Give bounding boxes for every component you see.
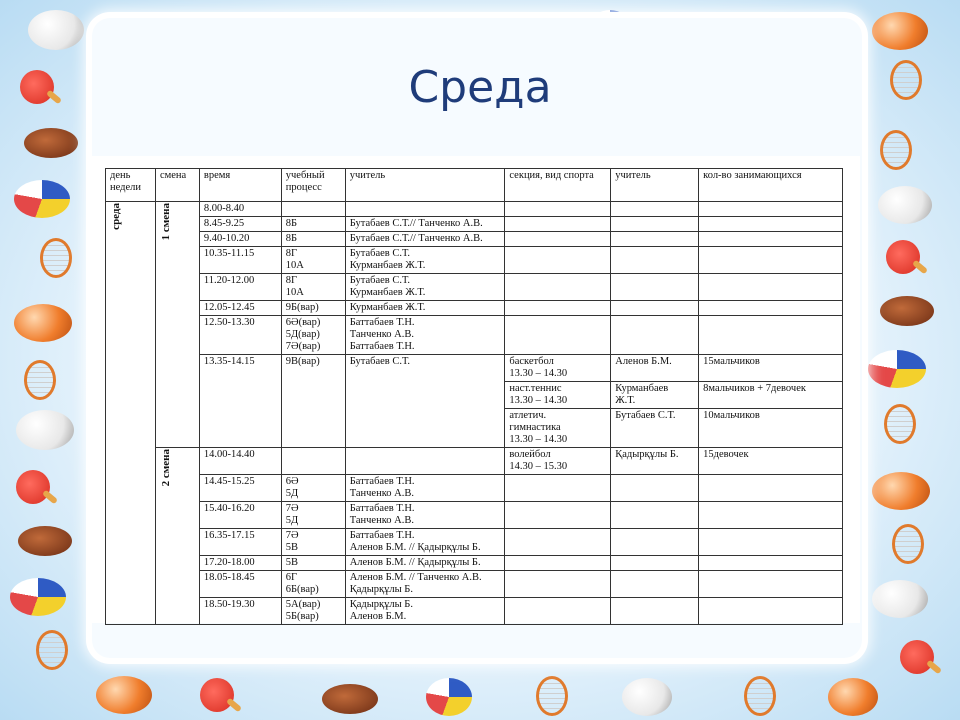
header-teacher2: учитель bbox=[611, 169, 699, 202]
teacher2-cell bbox=[611, 217, 699, 232]
teacher-cell-line: Аленов Б.М. // Қадырқұлы Б. bbox=[349, 557, 481, 568]
table-row bbox=[106, 247, 843, 274]
time-cell: 10.35-11.15 bbox=[199, 247, 281, 274]
time-cell: 12.50-13.30 bbox=[199, 316, 281, 355]
teacher2-cell bbox=[611, 571, 699, 598]
process-cell-line: 5А(вар) bbox=[285, 599, 321, 610]
process-cell-line: 5В bbox=[285, 557, 299, 568]
volleyball-icon bbox=[426, 678, 472, 716]
teacher2-cell bbox=[611, 475, 699, 502]
day-cell bbox=[106, 202, 156, 625]
teacher-cell-line: Баттабаев Т.Н. bbox=[349, 341, 415, 352]
count-cell bbox=[699, 448, 843, 475]
process-cell-line: 7Ә bbox=[285, 503, 299, 514]
process-cell-line: 10А bbox=[285, 287, 304, 298]
badminton-racket-icon bbox=[36, 630, 68, 670]
teacher-cell-line: Танченко А.В. bbox=[349, 488, 414, 499]
process-cell bbox=[281, 529, 345, 556]
table-row bbox=[106, 502, 843, 529]
process-cell-line: 5В bbox=[285, 542, 299, 553]
process-cell bbox=[281, 274, 345, 301]
count-cell bbox=[699, 409, 843, 448]
table-row bbox=[106, 202, 843, 217]
pingpong-paddle-icon bbox=[16, 470, 50, 504]
teacher2-cell bbox=[611, 316, 699, 355]
count-cell bbox=[699, 217, 843, 232]
process-cell-line: 7Ә bbox=[285, 530, 299, 541]
section-cell-line: 13.30 – 14.30 bbox=[509, 434, 568, 445]
section-cell-line: гимнастика bbox=[509, 422, 561, 433]
process-cell bbox=[281, 598, 345, 625]
table-row bbox=[106, 355, 843, 382]
teacher2-cell bbox=[611, 382, 699, 409]
section-cell-line: 13.30 – 14.30 bbox=[509, 368, 568, 379]
teacher-cell-line: Курманбаев Ж.Т. bbox=[349, 287, 426, 298]
count-cell bbox=[699, 232, 843, 247]
table-row bbox=[106, 301, 843, 316]
teacher2-cell bbox=[611, 247, 699, 274]
section-cell bbox=[505, 274, 611, 301]
process-cell bbox=[281, 448, 345, 475]
section-cell bbox=[505, 571, 611, 598]
table-row bbox=[106, 571, 843, 598]
soccer-ball-icon bbox=[16, 410, 74, 450]
process-cell bbox=[281, 475, 345, 502]
process-cell-line: 10А bbox=[285, 260, 304, 271]
count-cell bbox=[699, 571, 843, 598]
teacher2-cell bbox=[611, 301, 699, 316]
table-row bbox=[106, 598, 843, 625]
soccer-ball-icon bbox=[28, 10, 84, 50]
teacher-cell bbox=[345, 232, 505, 247]
time-cell: 18.50-19.30 bbox=[199, 598, 281, 625]
football-icon bbox=[880, 296, 934, 326]
soccer-ball-icon bbox=[622, 678, 672, 716]
section-cell-line: баскетбол bbox=[509, 356, 554, 367]
time-cell: 14.00-14.40 bbox=[199, 448, 281, 475]
teacher2-cell-line: Ж.Т. bbox=[615, 395, 636, 406]
process-cell bbox=[281, 301, 345, 316]
teacher2-cell bbox=[611, 598, 699, 625]
teacher-cell-line: Курманбаев Ж.Т. bbox=[349, 260, 426, 271]
count-cell bbox=[699, 316, 843, 355]
teacher2-cell bbox=[611, 409, 699, 448]
pingpong-paddle-icon bbox=[900, 640, 934, 674]
header-section: секция, вид спорта bbox=[505, 169, 611, 202]
table-row bbox=[106, 232, 843, 247]
process-cell bbox=[281, 247, 345, 274]
process-cell-line: 6Ә(вар) bbox=[285, 317, 321, 328]
time-cell: 16.35-17.15 bbox=[199, 529, 281, 556]
section-cell bbox=[505, 301, 611, 316]
basketball-icon bbox=[872, 12, 928, 50]
basketball-icon bbox=[872, 472, 930, 510]
table-row bbox=[106, 556, 843, 571]
section-cell bbox=[505, 502, 611, 529]
count-cell bbox=[699, 475, 843, 502]
teacher-cell-line: Баттабаев Т.Н. bbox=[349, 317, 415, 328]
teacher-cell-line: Аленов Б.М. // Қадырқұлы Б. bbox=[349, 542, 481, 553]
teacher-cell bbox=[345, 301, 505, 316]
process-cell-line: 6Ә bbox=[285, 476, 299, 487]
process-cell-line: 8Б bbox=[285, 218, 298, 229]
time-cell: 8.00-8.40 bbox=[199, 202, 281, 217]
header-count: кол-во занимающихся bbox=[699, 169, 843, 202]
football-icon bbox=[24, 128, 78, 158]
teacher-cell bbox=[345, 202, 505, 217]
section-cell bbox=[505, 232, 611, 247]
pingpong-paddle-icon bbox=[200, 678, 234, 712]
count-cell bbox=[699, 202, 843, 217]
teacher-cell bbox=[345, 502, 505, 529]
process-cell bbox=[281, 202, 345, 217]
teacher-cell bbox=[345, 556, 505, 571]
tennis-racket-icon bbox=[880, 130, 912, 170]
time-cell: 12.05-12.45 bbox=[199, 301, 281, 316]
teacher2-cell bbox=[611, 355, 699, 382]
pingpong-paddle-icon bbox=[886, 240, 920, 274]
time-cell: 17.20-18.00 bbox=[199, 556, 281, 571]
process-cell bbox=[281, 571, 345, 598]
section-cell bbox=[505, 355, 611, 382]
process-cell-line: 9В(вар) bbox=[285, 356, 320, 367]
section-cell bbox=[505, 316, 611, 355]
teacher-cell-line: Танченко А.В. bbox=[349, 515, 414, 526]
basketball-icon bbox=[14, 304, 72, 342]
section-cell-line: наст.теннис bbox=[509, 383, 562, 394]
teacher2-cell bbox=[611, 202, 699, 217]
teacher-cell-line: Аленов Б.М. // Танченко А.В. bbox=[349, 572, 482, 583]
section-cell bbox=[505, 409, 611, 448]
count-cell bbox=[699, 355, 843, 382]
header-day: день недели bbox=[106, 169, 156, 202]
section-cell-line: 13.30 – 14.30 bbox=[509, 395, 568, 406]
process-cell-line: 5Д bbox=[285, 515, 299, 526]
basketball-icon bbox=[828, 678, 878, 716]
teacher2-cell bbox=[611, 274, 699, 301]
teacher-cell bbox=[345, 598, 505, 625]
table-row bbox=[106, 274, 843, 301]
count-cell-line: 15мальчиков bbox=[703, 356, 760, 367]
table-row bbox=[106, 217, 843, 232]
shift-label: 2 смена bbox=[159, 449, 172, 487]
section-cell-line: атлетич. bbox=[509, 410, 547, 421]
volleyball-icon bbox=[14, 180, 70, 218]
teacher-cell-line: Бутабаев С.Т.// Танченко А.В. bbox=[349, 218, 483, 229]
teacher-cell bbox=[345, 217, 505, 232]
shift-label: 1 смена bbox=[159, 203, 172, 241]
section-cell bbox=[505, 475, 611, 502]
section-cell bbox=[505, 598, 611, 625]
count-cell bbox=[699, 247, 843, 274]
teacher-cell-line: Бутабаев С.Т.// Танченко А.В. bbox=[349, 233, 483, 244]
section-cell bbox=[505, 217, 611, 232]
process-cell-line: 8Г bbox=[285, 248, 298, 259]
process-cell bbox=[281, 232, 345, 247]
teacher-cell bbox=[345, 316, 505, 355]
teacher-cell-line: Қадырқұлы Б. bbox=[349, 599, 413, 610]
teacher-cell bbox=[345, 571, 505, 598]
teacher-cell bbox=[345, 247, 505, 274]
schedule-panel bbox=[87, 156, 860, 623]
process-cell-line: 6Б(вар) bbox=[285, 584, 319, 595]
count-cell bbox=[699, 301, 843, 316]
count-cell bbox=[699, 502, 843, 529]
teacher2-cell bbox=[611, 448, 699, 475]
count-cell bbox=[699, 556, 843, 571]
header-time: время bbox=[199, 169, 281, 202]
volleyball-icon bbox=[868, 350, 926, 388]
count-cell bbox=[699, 529, 843, 556]
day-label: среда bbox=[110, 203, 122, 230]
section-cell-line: 14.30 – 15.30 bbox=[509, 461, 568, 472]
teacher-cell bbox=[345, 274, 505, 301]
teacher-cell-line: Аленов Б.М. bbox=[349, 611, 407, 622]
section-cell bbox=[505, 202, 611, 217]
section-cell bbox=[505, 529, 611, 556]
table-row bbox=[106, 529, 843, 556]
time-cell: 15.40-16.20 bbox=[199, 502, 281, 529]
section-cell-line: волейбол bbox=[509, 449, 551, 460]
football-icon bbox=[322, 684, 378, 714]
badminton-racket-icon bbox=[40, 238, 72, 278]
teacher-cell-line: Бутабаев С.Т. bbox=[349, 356, 410, 367]
process-cell-line: 5Д(вар) bbox=[285, 329, 320, 340]
process-cell bbox=[281, 355, 345, 448]
section-cell bbox=[505, 556, 611, 571]
header-teacher: учитель bbox=[345, 169, 505, 202]
time-cell: 9.40-10.20 bbox=[199, 232, 281, 247]
process-cell-line: 7Ә(вар) bbox=[285, 341, 321, 352]
table-row bbox=[106, 475, 843, 502]
teacher-cell bbox=[345, 529, 505, 556]
section-cell bbox=[505, 247, 611, 274]
tennis-racket-icon bbox=[24, 360, 56, 400]
teacher-cell bbox=[345, 355, 505, 448]
tennis-racket-icon bbox=[744, 676, 776, 716]
teacher-cell-line: Баттабаев Т.Н. bbox=[349, 503, 415, 514]
table-header-row bbox=[106, 169, 843, 202]
section-cell bbox=[505, 382, 611, 409]
football-icon bbox=[18, 526, 72, 556]
teacher2-cell-line: Аленов Б.М. bbox=[615, 356, 672, 367]
badminton-racket-icon bbox=[884, 404, 916, 444]
count-cell bbox=[699, 382, 843, 409]
teacher2-cell-line: Курманбаев bbox=[615, 383, 669, 394]
teacher-cell-line: Бутабаев С.Т. bbox=[349, 275, 410, 286]
schedule-table bbox=[105, 168, 843, 625]
count-cell bbox=[699, 274, 843, 301]
teacher-cell bbox=[345, 475, 505, 502]
badminton-racket-icon bbox=[536, 676, 568, 716]
soccer-ball-icon bbox=[872, 580, 928, 618]
soccer-ball-icon bbox=[878, 186, 932, 224]
teacher2-cell-line: Бутабаев С.Т. bbox=[615, 410, 676, 421]
process-cell-line: 9Б(вар) bbox=[285, 302, 319, 313]
time-cell: 18.05-18.45 bbox=[199, 571, 281, 598]
process-cell bbox=[281, 556, 345, 571]
header-process: учебный процесс bbox=[281, 169, 345, 202]
table-row bbox=[106, 316, 843, 355]
section-cell bbox=[505, 448, 611, 475]
teacher2-cell bbox=[611, 232, 699, 247]
time-cell: 14.45-15.25 bbox=[199, 475, 281, 502]
tennis-racket-icon bbox=[892, 524, 924, 564]
time-cell: 13.35-14.15 bbox=[199, 355, 281, 448]
count-cell-line: 15девочек bbox=[703, 449, 749, 460]
teacher2-cell bbox=[611, 556, 699, 571]
process-cell-line: 8Г bbox=[285, 275, 298, 286]
shift-cell bbox=[155, 448, 199, 625]
process-cell bbox=[281, 502, 345, 529]
process-cell-line: 5Д bbox=[285, 488, 299, 499]
teacher-cell bbox=[345, 448, 505, 475]
shift-cell bbox=[155, 202, 199, 448]
slide-title: Среда bbox=[408, 62, 552, 113]
process-cell-line: 5Б(вар) bbox=[285, 611, 319, 622]
teacher-cell-line: Курманбаев Ж.Т. bbox=[349, 302, 426, 313]
teacher-cell-line: Танченко А.В. bbox=[349, 329, 414, 340]
time-cell: 8.45-9.25 bbox=[199, 217, 281, 232]
teacher2-cell bbox=[611, 502, 699, 529]
count-cell bbox=[699, 598, 843, 625]
teacher-cell-line: Қадырқұлы Б. bbox=[349, 584, 413, 595]
table-row bbox=[106, 448, 843, 475]
process-cell bbox=[281, 217, 345, 232]
header-shift: смена bbox=[155, 169, 199, 202]
teacher2-cell bbox=[611, 529, 699, 556]
count-cell-line: 8мальчиков + 7девочек bbox=[703, 383, 806, 394]
teacher2-cell-line: Қадырқұлы Б. bbox=[615, 449, 679, 460]
teacher-cell-line: Бутабаев С.Т. bbox=[349, 248, 410, 259]
process-cell bbox=[281, 316, 345, 355]
teacher-cell-line: Баттабаев Т.Н. bbox=[349, 530, 415, 541]
teacher-cell-line: Баттабаев Т.Н. bbox=[349, 476, 415, 487]
basketball-icon bbox=[96, 676, 152, 714]
process-cell-line: 8Б bbox=[285, 233, 298, 244]
process-cell-line: 6Г bbox=[285, 572, 298, 583]
count-cell-line: 10мальчиков bbox=[703, 410, 760, 421]
time-cell: 11.20-12.00 bbox=[199, 274, 281, 301]
volleyball-icon bbox=[10, 578, 66, 616]
